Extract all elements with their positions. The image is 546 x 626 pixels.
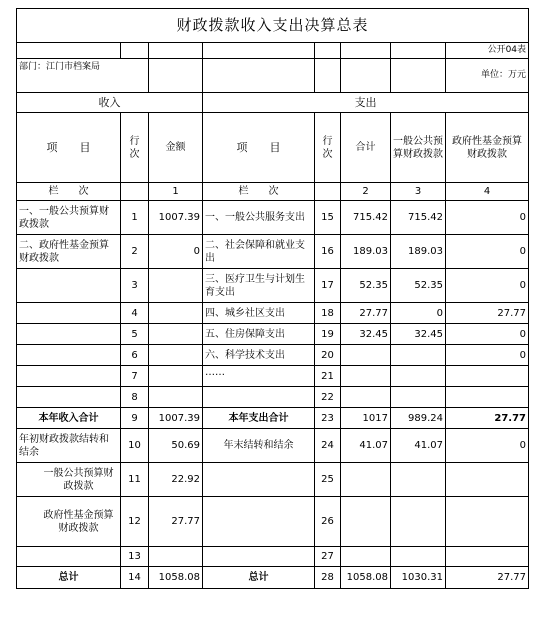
expense-section-header: 支出	[203, 93, 529, 113]
expense-general	[391, 345, 446, 366]
expense-item: 四、城乡社区支出	[203, 303, 315, 324]
income-line-header: 行次	[121, 113, 149, 183]
expense-general	[391, 497, 446, 547]
income-item	[17, 547, 121, 567]
expense-general	[391, 463, 446, 497]
table-row	[17, 345, 529, 366]
expense-total: 715.42	[341, 201, 391, 235]
expense-item: 五、住房保障支出	[203, 324, 315, 345]
income-amount	[149, 303, 203, 324]
income-line: 4	[121, 303, 149, 324]
general-budget-header: 一般公共预算财政拨款	[391, 113, 446, 183]
section-row	[17, 93, 529, 113]
income-line: 9	[121, 408, 149, 429]
income-amount	[149, 345, 203, 366]
income-grand-total-amount: 1058.08	[149, 567, 203, 589]
expense-fund: 0	[446, 201, 529, 235]
expense-line: 26	[315, 497, 341, 547]
income-line: 3	[121, 269, 149, 303]
income-amount: 27.77	[149, 497, 203, 547]
expense-total: 52.35	[341, 269, 391, 303]
income-year-total-amount: 1007.39	[149, 408, 203, 429]
income-item: 一、一般公共预算财政拨款	[17, 201, 121, 235]
expense-line: 17	[315, 269, 341, 303]
income-grand-total-label: 总计	[17, 567, 121, 589]
expense-total	[341, 463, 391, 497]
table-row	[17, 324, 529, 345]
income-item: 年初财政拨款结转和结余	[17, 429, 121, 463]
expense-line: 20	[315, 345, 341, 366]
expense-year-total: 1017	[341, 408, 391, 429]
expense-item: 六、科学技术支出	[203, 345, 315, 366]
expense-year-fund: 27.77	[446, 408, 529, 429]
expense-item-header: 项 目	[203, 113, 315, 183]
table-row	[17, 547, 529, 567]
expense-line: 25	[315, 463, 341, 497]
income-line: 13	[121, 547, 149, 567]
expense-fund: 0	[446, 345, 529, 366]
unit-label: 单位：万元	[446, 59, 529, 93]
income-item	[17, 387, 121, 408]
expense-line: 19	[315, 324, 341, 345]
income-year-total-label: 本年收入合计	[17, 408, 121, 429]
column-index-1: 1	[149, 183, 203, 201]
income-item: 二、政府性基金预算财政拨款	[17, 235, 121, 269]
expense-grand-total: 1058.08	[341, 567, 391, 589]
expense-grand-total-label: 总计	[203, 567, 315, 589]
expense-fund: 0	[446, 235, 529, 269]
income-amount: 0	[149, 235, 203, 269]
expense-total	[341, 387, 391, 408]
table-row	[17, 387, 529, 408]
expense-total-header: 合计	[341, 113, 391, 183]
income-amount	[149, 547, 203, 567]
year-total-row	[17, 408, 529, 429]
income-item: 政府性基金预算财政拨款	[17, 497, 121, 547]
expense-item: ……	[203, 366, 315, 387]
form-code-row	[17, 43, 529, 59]
table-row	[17, 269, 529, 303]
income-item: 一般公共预算财政拨款	[17, 463, 121, 497]
expense-line: 21	[315, 366, 341, 387]
income-line: 11	[121, 463, 149, 497]
column-index-label: 栏 次	[17, 183, 121, 201]
expense-line: 28	[315, 567, 341, 589]
table-row	[17, 497, 529, 547]
income-item	[17, 303, 121, 324]
income-line: 5	[121, 324, 149, 345]
expense-line: 18	[315, 303, 341, 324]
table-row	[17, 366, 529, 387]
expense-total	[341, 345, 391, 366]
expense-general	[391, 547, 446, 567]
gov-fund-header: 政府性基金预算财政拨款	[446, 113, 529, 183]
expense-line: 22	[315, 387, 341, 408]
income-amount	[149, 269, 203, 303]
income-item	[17, 366, 121, 387]
income-line: 2	[121, 235, 149, 269]
column-index-label-2: 栏 次	[203, 183, 315, 201]
expense-item	[203, 463, 315, 497]
expense-general: 715.42	[391, 201, 446, 235]
income-amount: 50.69	[149, 429, 203, 463]
expense-fund	[446, 463, 529, 497]
expense-item: 年末结转和结余	[203, 429, 315, 463]
expense-year-total-label: 本年支出合计	[203, 408, 315, 429]
income-line: 1	[121, 201, 149, 235]
income-item-header: 项 目	[17, 113, 121, 183]
column-index-row	[17, 183, 529, 201]
expense-year-general: 989.24	[391, 408, 446, 429]
expense-fund: 0	[446, 324, 529, 345]
expense-total	[341, 366, 391, 387]
expense-line: 24	[315, 429, 341, 463]
meta-row	[17, 59, 529, 93]
column-header-row	[17, 113, 529, 183]
income-amount	[149, 387, 203, 408]
expense-fund	[446, 497, 529, 547]
expense-total	[341, 547, 391, 567]
table-row	[17, 463, 529, 497]
income-item	[17, 324, 121, 345]
income-line: 14	[121, 567, 149, 589]
expense-general	[391, 366, 446, 387]
grand-total-row	[17, 567, 529, 589]
table-row	[17, 235, 529, 269]
department-label: 部门：江门市档案局	[17, 59, 149, 93]
summary-table	[16, 8, 529, 589]
expense-fund: 0	[446, 429, 529, 463]
expense-general: 189.03	[391, 235, 446, 269]
income-amount-header: 金额	[149, 113, 203, 183]
expense-item	[203, 387, 315, 408]
income-line: 8	[121, 387, 149, 408]
column-index-3: 3	[391, 183, 446, 201]
expense-general: 52.35	[391, 269, 446, 303]
expense-general	[391, 387, 446, 408]
expense-fund: 27.77	[446, 303, 529, 324]
expense-general: 0	[391, 303, 446, 324]
column-index-2: 2	[341, 183, 391, 201]
income-item	[17, 269, 121, 303]
expense-item	[203, 547, 315, 567]
budget-summary-sheet	[16, 8, 528, 618]
expense-fund	[446, 387, 529, 408]
expense-line: 16	[315, 235, 341, 269]
column-index-4: 4	[446, 183, 529, 201]
expense-item: 一、一般公共服务支出	[203, 201, 315, 235]
income-amount: 22.92	[149, 463, 203, 497]
expense-total: 189.03	[341, 235, 391, 269]
income-amount	[149, 366, 203, 387]
expense-item	[203, 497, 315, 547]
expense-line: 27	[315, 547, 341, 567]
expense-total: 32.45	[341, 324, 391, 345]
expense-fund	[446, 366, 529, 387]
income-amount: 1007.39	[149, 201, 203, 235]
form-code: 公开04表	[446, 43, 529, 59]
expense-line-header: 行次	[315, 113, 341, 183]
title-row	[17, 9, 529, 43]
table-row	[17, 303, 529, 324]
income-amount	[149, 324, 203, 345]
expense-item: 三、医疗卫生与计划生育支出	[203, 269, 315, 303]
expense-grand-fund: 27.77	[446, 567, 529, 589]
expense-fund: 0	[446, 269, 529, 303]
expense-line: 23	[315, 408, 341, 429]
table-row	[17, 201, 529, 235]
expense-general: 32.45	[391, 324, 446, 345]
expense-grand-general: 1030.31	[391, 567, 446, 589]
table-row	[17, 429, 529, 463]
income-item	[17, 345, 121, 366]
expense-total: 41.07	[341, 429, 391, 463]
expense-item: 二、社会保障和就业支出	[203, 235, 315, 269]
expense-total	[341, 497, 391, 547]
expense-total: 27.77	[341, 303, 391, 324]
page-title: 财政拨款收入支出决算总表	[17, 9, 529, 43]
expense-line: 15	[315, 201, 341, 235]
income-line: 7	[121, 366, 149, 387]
income-line: 10	[121, 429, 149, 463]
income-line: 6	[121, 345, 149, 366]
expense-fund	[446, 547, 529, 567]
income-line: 12	[121, 497, 149, 547]
expense-general: 41.07	[391, 429, 446, 463]
income-section-header: 收入	[17, 93, 203, 113]
